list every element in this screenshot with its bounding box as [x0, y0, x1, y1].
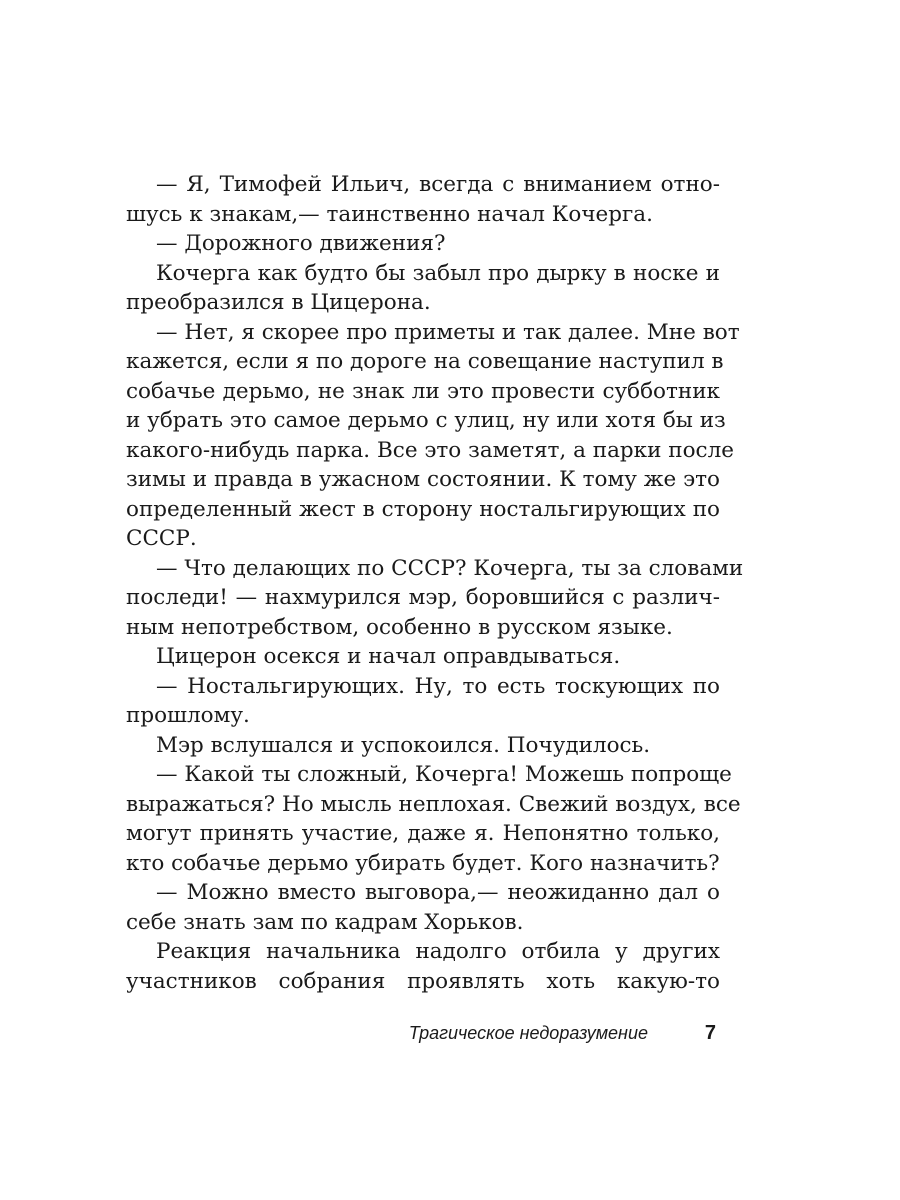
text-line: Реакция начальника надолго отбила у других	[156, 939, 720, 964]
text-line: — Нет, я скорее про приметы и так далее. Мне вот	[156, 319, 740, 345]
text-line: Кочерга как будто бы забыл про дырку в носке и	[156, 260, 720, 286]
text-line: кажется, если я по дороге на совещание наступил в	[126, 349, 724, 374]
text-line: Цицерон осекся и начал оправдываться.	[156, 644, 621, 669]
text-line: — Дорожного движения?	[156, 231, 446, 256]
text-line: кто собачье дерьмо убирать будет. Кого назначить?	[126, 850, 720, 876]
text-line: последи! — нахмурился мэр, боровшийся с различ-	[126, 585, 720, 610]
running-title: Трагическое недоразумение	[408, 1023, 648, 1043]
text-line: ным непотребством, особенно в русском языке.	[126, 614, 673, 640]
text-line: определенный жест в сторону ностальгирующих по	[126, 496, 720, 522]
text-line: — Что делающих по СССР? Кочерга, ты за словами	[156, 555, 744, 581]
text-line: — Ностальгирующих. Ну, то есть тоскующих по	[156, 673, 720, 699]
text-line: и убрать это самое дерьмо с улиц, ну или хотя бы из	[126, 408, 726, 433]
text-line: какого-нибудь парка. Все это заметят, а парки после	[126, 437, 734, 463]
page-number: 7	[704, 1022, 716, 1044]
text-line: преобразился в Цицерона.	[126, 290, 431, 315]
body-text	[126, 170, 744, 996]
text-line: — Какой ты сложный, Кочерга! Можешь попроще	[156, 762, 732, 787]
text-line: себе знать зам по кадрам Хорьков.	[126, 909, 524, 935]
text-line: собачье дерьмо, не знак ли это провести субботник	[126, 378, 720, 404]
text-line: — Я, Тимофей Ильич, всегда с вниманием отно-	[156, 172, 720, 197]
page-footer	[126, 1018, 720, 1048]
text-line: — Можно вместо выговора,— неожиданно дал о	[156, 880, 720, 905]
text-line: СССР.	[126, 526, 197, 551]
text-line: Мэр вслушался и успокоился. Почудилось.	[156, 732, 651, 758]
text-line: участников собрания проявлять хоть какую-то	[126, 968, 720, 994]
text-line: шусь к знакам,— таинственно начал Кочерга.	[126, 201, 653, 227]
text-line: зимы и правда в ужасном состоянии. К тому же это	[126, 467, 720, 492]
text-line: могут принять участие, даже я. Непонятно только,	[126, 821, 720, 846]
text-line: выражаться? Но мысль неплохая. Свежий воздух, все	[126, 791, 741, 817]
text-line: прошлому.	[126, 703, 250, 728]
